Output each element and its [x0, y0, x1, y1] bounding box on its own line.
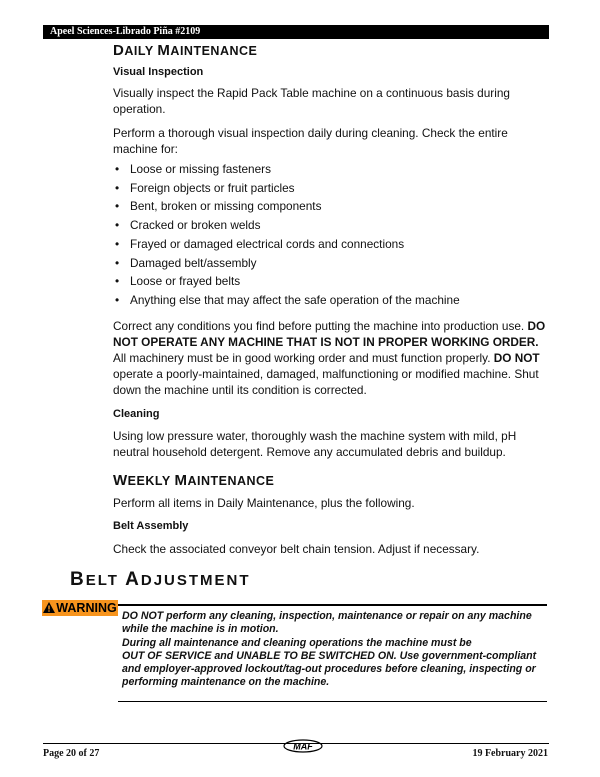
list-item: • Anything else that may affect the safe operation of the machine	[115, 292, 460, 307]
list-item: • Frayed or damaged electrical cords and connections	[115, 236, 405, 251]
list-item: • Loose or frayed belts	[115, 274, 241, 289]
visual-inspection-paragraph-2: Perform a thorough visual inspection daily during cleaning. Check the entire machine for:	[113, 126, 508, 156]
belt-assembly-paragraph: Check the associated conveyor belt chain tension. Adjust if necessary.	[113, 541, 480, 556]
cleaning-heading: Cleaning	[113, 407, 160, 420]
warning-badge	[42, 600, 118, 616]
maf-logo	[283, 739, 323, 753]
main-content	[113, 42, 553, 557]
cleaning-paragraph: Using low pressure water, thoroughly wash the machine system with mild, pH neutral household detergent. Remove any accumulated debris and buildup.	[113, 428, 517, 459]
page-number: Page 20 of 27	[43, 748, 100, 759]
list-item: • Loose or missing fasteners	[115, 162, 271, 176]
inspection-checklist	[113, 160, 553, 310]
warning-line-3: OUT OF SERVICE and UNABLE TO BE SWITCHED ON. Use government-compliant and employer-approved lockout/tag-out procedures before cleaning, inspecting or performing maintenance on the machine.	[122, 649, 537, 689]
belt-adjustment-title: BELT ADJUSTMENT	[70, 569, 251, 590]
list-item: • Damaged belt/assembly	[115, 255, 257, 270]
correction-paragraph: Correct any conditions you find before putting the machine into production use. DO NOT OPERATE ANY MACHINE THAT IS NOT IN PROPER WORKING ORDER. All machinery must be in good working order and must function properly. DO NOT operate a poorly-maintained, damaged, malfunctioning or modified machine. Shut down the machine until its condition is corrected.	[113, 318, 546, 397]
weekly-maintenance-title: WEEKLY MAINTENANCE	[113, 471, 275, 489]
warning-triangle-icon	[43, 601, 55, 617]
header-title: Apeel Sciences-Librado Piña #2109	[50, 26, 201, 37]
warning-divider	[118, 604, 547, 606]
svg-text:MAF: MAF	[293, 741, 313, 752]
visual-inspection-paragraph-1: Visually inspect the Rapid Pack Table machine on a continuous basis during operation.	[113, 86, 510, 116]
warning-text	[122, 610, 550, 690]
list-item: • Bent, broken or missing components	[115, 199, 322, 214]
daily-maintenance-title: DAILY MAINTENANCE	[113, 42, 258, 59]
list-item: • Foreign objects or fruit particles	[115, 180, 295, 195]
warning-label: WARNING	[56, 601, 117, 615]
document-date: 19 February 2021	[472, 748, 548, 759]
list-item: • Cracked or broken welds	[115, 218, 261, 233]
header-bar	[43, 25, 549, 39]
warning-bottom-divider	[118, 701, 547, 702]
warning-line-1: DO NOT perform any cleaning, inspection, maintenance or repair on any machine while the machine is in motion.	[122, 610, 532, 636]
visual-inspection-heading: Visual Inspection	[113, 66, 204, 78]
weekly-intro: Perform all items in Daily Maintenance, plus the following.	[113, 495, 415, 510]
warning-line-2: During all maintenance and cleaning operations the machine must be	[122, 636, 472, 649]
belt-assembly-heading: Belt Assembly	[113, 519, 189, 532]
